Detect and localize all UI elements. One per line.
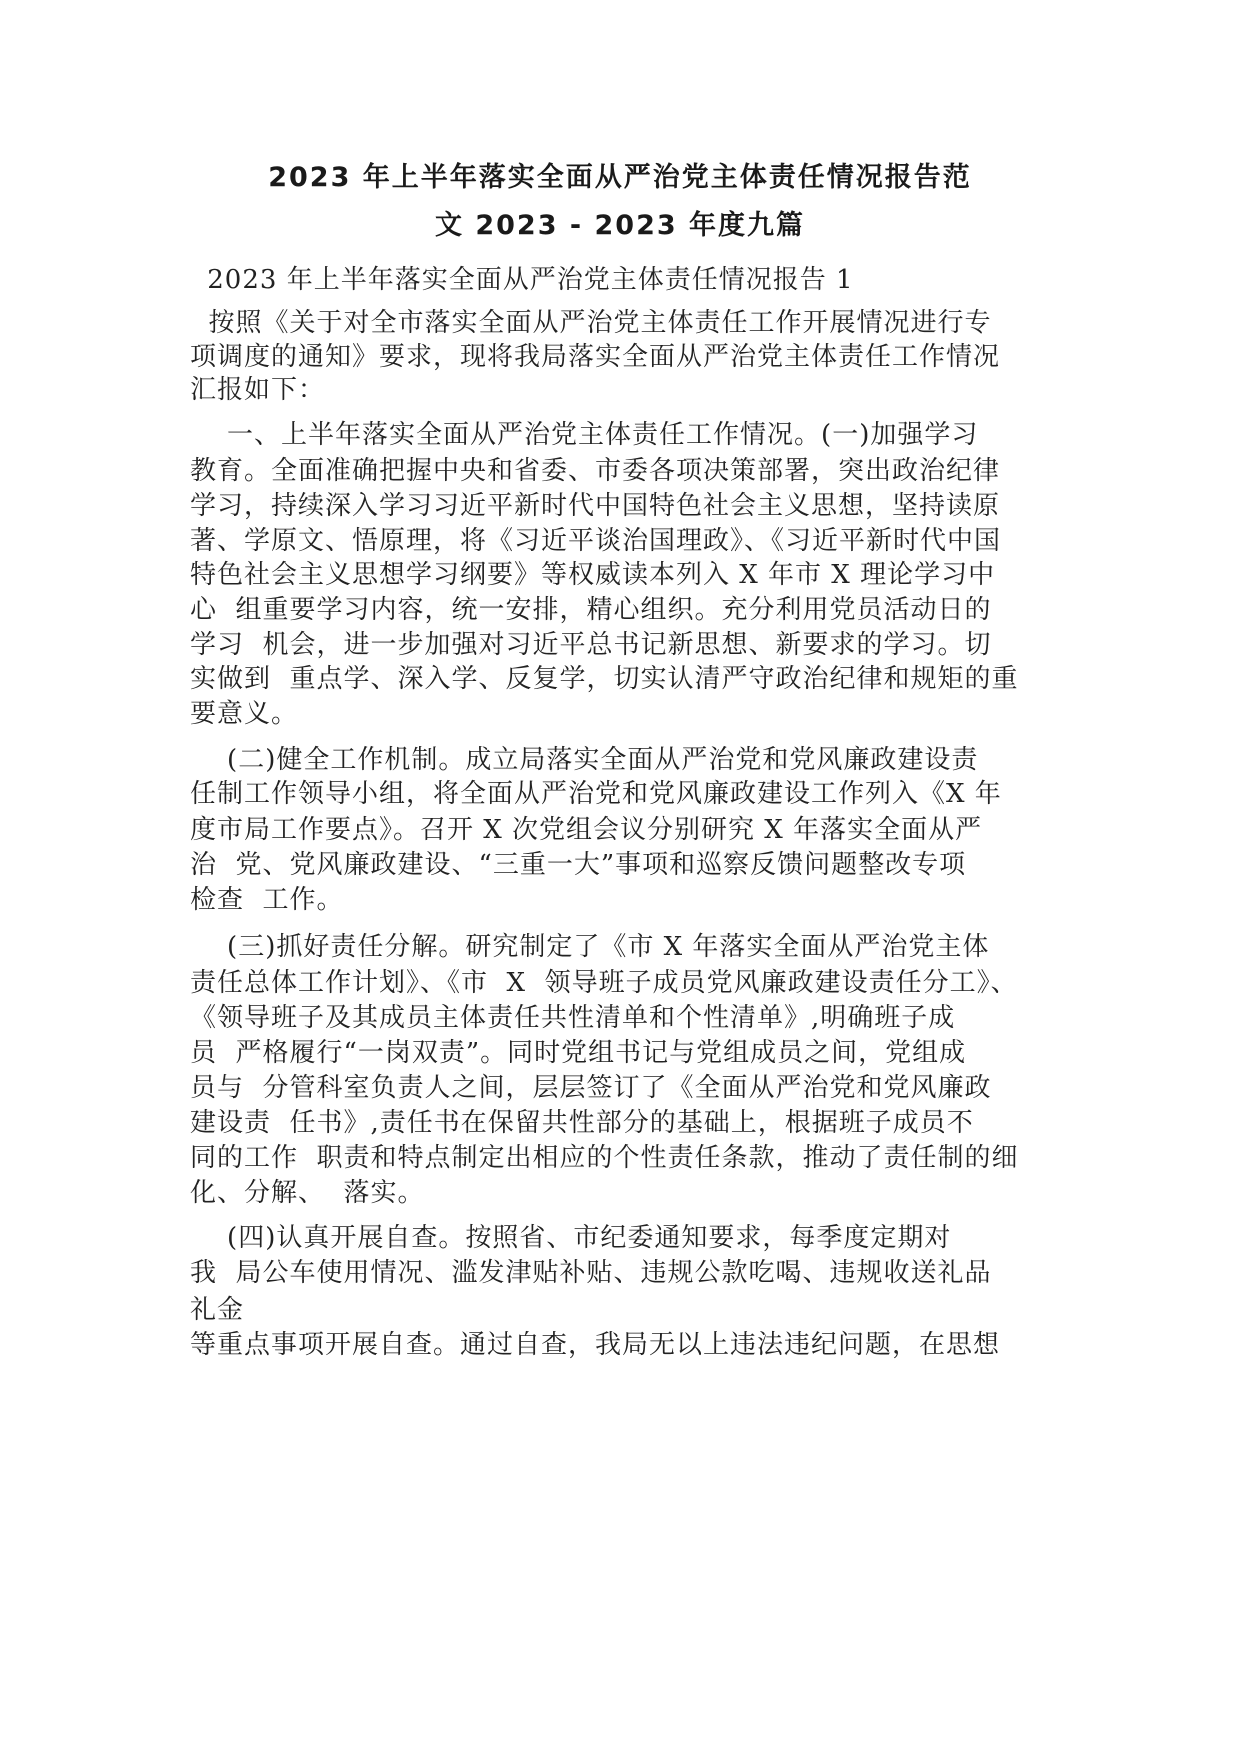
body-text-line: 度市局工作要点》。召开 X 次党组会议分别研究 X 年落实全面从严 xyxy=(190,815,983,845)
body-text-line: 按照《关于对全市落实全面从严治党主体责任工作开展情况进行专 xyxy=(190,308,992,338)
body-text-line: 礼金 xyxy=(190,1295,245,1325)
body-text-line: (二)健全工作机制。成立局落实全面从严治党和党风廉政建设责 xyxy=(190,745,979,775)
body-text-line: 任制工作领导小组，将全面从严治党和党风廉政建设工作列入《X 年 xyxy=(190,779,1002,809)
body-text-line: (三)抓好责任分解。研究制定了《市 X 年落实全面从严治党主体 xyxy=(190,932,990,962)
body-text-line: 员 严格履行“一岗双责”。同时党组书记与党组成员之间，党组成 xyxy=(190,1038,967,1068)
body-text-line: 项调度的通知》要求，现将我局落实全面从严治党主体责任工作情况 xyxy=(190,342,1001,372)
body-text-line: 实做到 重点学、深入学、反复学，切实认清严守政治纪律和规矩的重 xyxy=(190,664,1019,694)
body-text-line: 责任总体工作计划》、《市 X 领导班子成员党风廉政建设责任分工》、 xyxy=(190,968,1018,998)
body-text-line: (四)认真开展自查。按照省、市纪委通知要求，每季度定期对 xyxy=(190,1223,952,1253)
document-title-line-1: 2023 年上半年落实全面从严治党主体责任情况报告范 xyxy=(268,162,972,193)
body-text-line: 特色社会主义思想学习纲要》等权威读本列入 X 年市 X 理论学习中 xyxy=(190,560,996,590)
body-text-line: 一、上半年落实全面从严治党主体责任工作情况。(一)加强学习 xyxy=(190,420,979,450)
body-text-line: 等重点事项开展自查。通过自查，我局无以上违法违纪问题，在思想 xyxy=(190,1330,1001,1360)
body-text-line: 2023 年上半年落实全面从严治党主体责任情况报告 1 xyxy=(198,265,854,295)
body-text-line: 教育。全面准确把握中央和省委、市委各项决策部署，突出政治纪律 xyxy=(190,456,1001,486)
body-text-line: 化、分解、 落实。 xyxy=(190,1178,425,1208)
body-text-line: 学习，持续深入学习习近平新时代中国特色社会主义思想，坚持读原 xyxy=(190,491,1001,521)
body-text-line: 汇报如下： xyxy=(190,375,326,405)
body-text-line: 员与 分管科室负责人之间，层层签订了《全面从严治党和党风廉政 xyxy=(190,1073,992,1103)
body-text-line: 要意义。 xyxy=(190,699,299,729)
body-text-line: 学习 机会，进一步加强对习近平总书记新思想、新要求的学习。切 xyxy=(190,630,992,660)
body-text-line: 检查 工作。 xyxy=(190,885,344,915)
body-text-line: 治 党、党风廉政建设、“三重一大”事项和巡察反馈问题整改专项 xyxy=(190,850,967,880)
body-text-line: 同的工作 职责和特点制定出相应的个性责任条款，推动了责任制的细 xyxy=(190,1143,1019,1173)
body-text-line: 心 组重要学习内容，统一安排，精心组织。充分利用党员活动日的 xyxy=(190,595,992,625)
document-title-line-2: 文 2023 - 2023 年度九篇 xyxy=(434,210,806,241)
body-text-line: 著、学原文、悟原理，将《习近平谈治国理政》、《习近平新时代中国 xyxy=(190,526,1002,556)
body-text-line: 我 局公车使用情况、滥发津贴补贴、违规公款吃喝、违规收送礼品 xyxy=(190,1258,992,1288)
body-text-line: 建设责 任书》,责任书在保留共性部分的基础上，根据班子成员不 xyxy=(190,1108,974,1138)
body-text-line: 《领导班子及其成员主体责任共性清单和个性清单》,明确班子成 xyxy=(190,1003,956,1033)
